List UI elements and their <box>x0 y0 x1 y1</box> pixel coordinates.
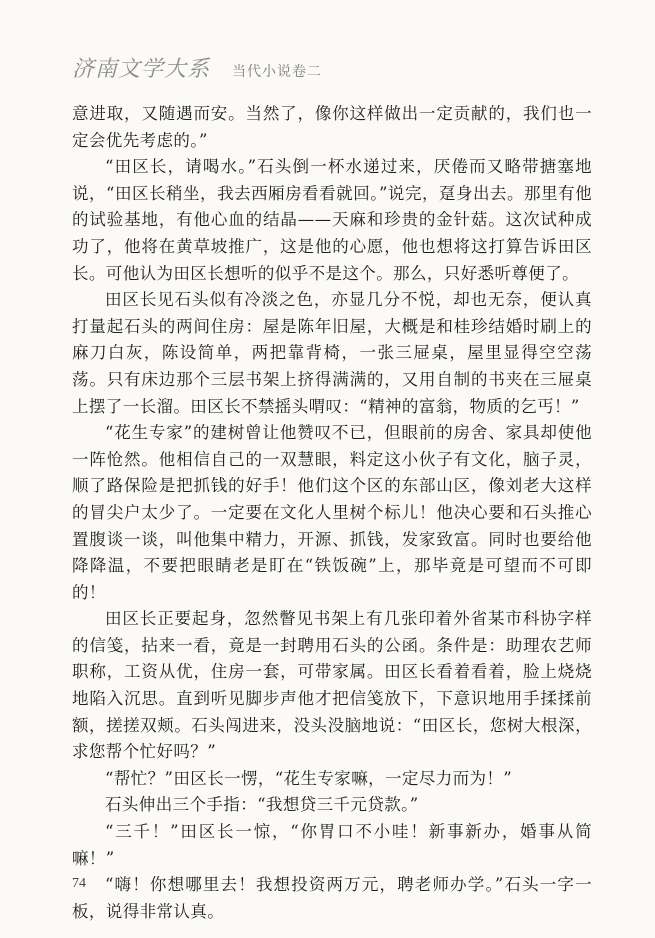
paragraph: “田区长，请喝水。”石头倒一杯水递过来，厌倦而又略带搪塞地说，“田区长稍坐，我去西厢房看看就回。”说完，趸身出去。那里有他的试验基地，有他心血的结晶——天麻和珍贵的金针菇。这次试种成功了，他将在黄草坡推广，这是他的心愿，他也想将这打算告诉田区长。可他认为田区长想听的似乎不是这个。那么，只好悉听尊便了。 <box>72 157 592 283</box>
paragraph: “花生专家”的建树曾让他赞叹不已，但眼前的房舍、家具却使他一阵怆然。他相信自己的一双慧眼，料定这小伙子有文化，脑子灵，顺了路保险是把抓钱的好手！他们这个区的东部山区，像刘老大这样的冒尖户太少了。一定要在文化人里树个标儿！他决心要和石头推心置腹谈一谈，叫他集中精力，开源、抓钱，发家致富。同时也要给他降降温，不要把眼睛老是盯在“铁饭碗”上，那毕竟是可望而不可即的！ <box>72 423 592 602</box>
paragraph: “帮忙？”田区长一愣，“花生专家嘛，一定尽力而为！” <box>105 768 513 788</box>
running-header <box>72 52 322 83</box>
page-number: 74 <box>72 876 86 891</box>
paragraph: 意进取，又随遇而安。当然了，像你这样做出一定贡献的，我们也一定会优先考虑的。” <box>72 104 592 150</box>
paragraph: “嗨！你想哪里去！我想投资两万元，聘老师办学。”石头一字一板，说得非常认真。 <box>72 875 592 921</box>
paragraph: 田区长正要起身，忽然瞥见书架上有几张印着外省某市科协字样的信笺，拈来一看，竟是一封聘用石头的公函。条件是：助理农艺师职称，工资从优，住房一套，可带家属。田区长看着看着，脸上烧烧地陷入沉思。直到听见脚步声他才把信笺放下，下意识地用手揉揉前额，搓搓双颊。石头闯进来，没头没脑地说：“田区长，您树大根深，求您帮个忙好吗？” <box>72 609 592 762</box>
volume-title: 当代小说卷二 <box>232 64 323 80</box>
paragraph: 石头伸出三个手指：“我想贷三千元贷款。” <box>105 795 419 815</box>
paragraph: “三千！”田区长一惊，“你胃口不小哇！新事新办，婚事从简嘛！” <box>72 822 592 868</box>
paragraph: 田区长见石头似有冷淡之色，亦显几分不悦，却也无奈，便认真打量起石头的两间住房：屋是陈年旧屋，大概是和桂珍结婚时刷上的麻刀白灰，陈设简单，两把靠背椅，一张三屉桌，屋里显得空空荡荡。只有床边那个三层书架上挤得满满的，又用自制的书夹在三屉桌上摆了一长溜。田区长不禁摇头喟叹：“精神的富翁，物质的乞丐！” <box>72 290 592 416</box>
body-text <box>72 101 592 925</box>
series-logo: 济南文学大系 <box>72 57 211 82</box>
